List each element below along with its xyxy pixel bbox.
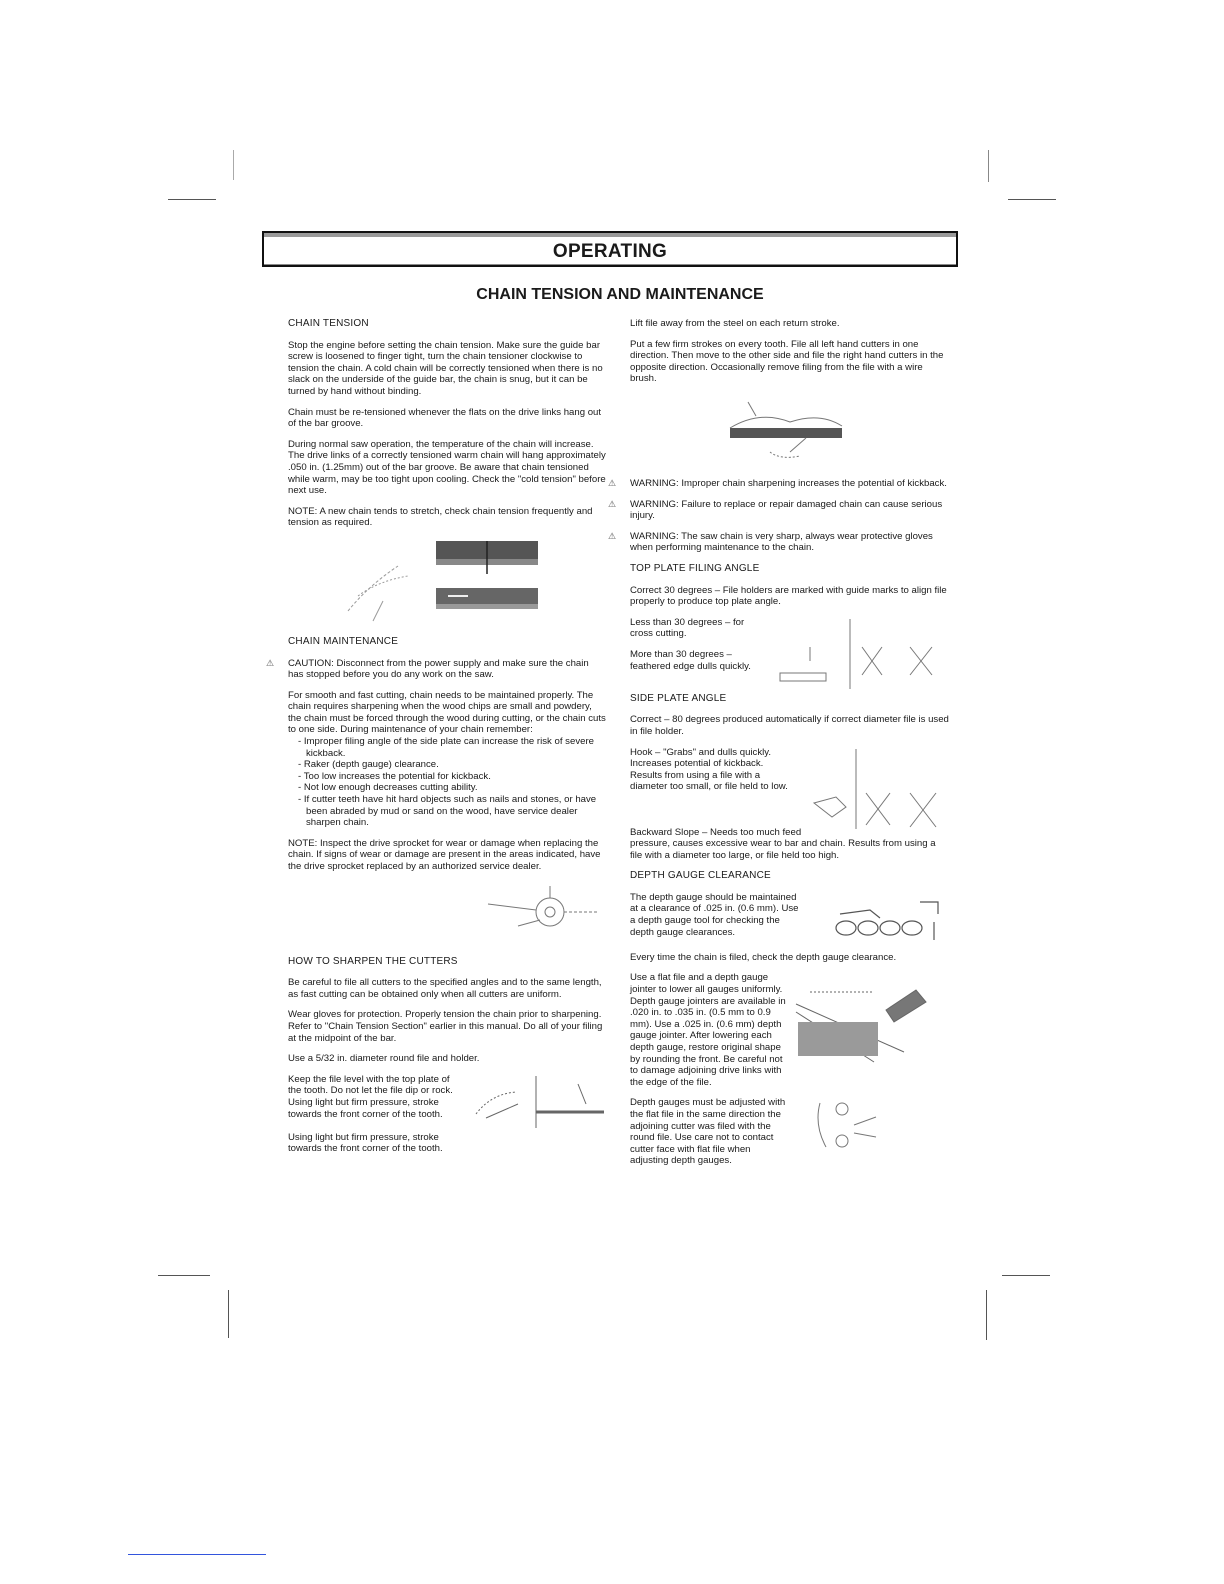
side-plate-figure xyxy=(810,747,950,831)
section-title: OPERATING xyxy=(552,241,668,262)
warning-note xyxy=(608,498,950,522)
paragraph: Use a 5/32 in. diameter round file and holder. xyxy=(288,1053,480,1065)
note: NOTE: A new chain tends to stretch, check chain tension frequently and tension as required. xyxy=(288,505,593,529)
paragraph: For smooth and fast cutting, chain needs to be maintained properly. The chain requires sharpening when the wood chips are small and powdery, the chain must be forced through the wood during cutting, or the chain cuts to one side. During maintenance of your chain remember: xyxy=(288,689,606,736)
crop-mark xyxy=(233,150,234,180)
right-column xyxy=(608,318,950,1167)
warning-note xyxy=(608,530,950,554)
paragraph: During normal saw operation, the temperature of the chain will increase. The drive links of a correctly tensioned warm chain will hang approximately .050 in. (1.25mm) out of the bar groove. Be aware that chain tensioned while warm, may be too tight upon cooling. Check the "cold tension" before next use. xyxy=(288,438,606,497)
crop-mark xyxy=(168,199,216,200)
warning-text: WARNING: Improper chain sharpening increases the potential of kickback. xyxy=(630,477,947,489)
paragraph: Use a flat file and a depth gauge jointer to lower all gauges uniformly. Depth gauge jointers are available in .020 in. to .035 in. (0.5 mm to 0.9 mm). Use a .025 in. (0.6 mm) depth gauge jointer. After lowering each depth gauge, restore original shape by rounding the front. Be careful not to damage adjoining drive links with the edge of the file. xyxy=(630,972,786,1088)
warning-triangle-icon: ⚠ xyxy=(266,657,275,668)
crop-mark xyxy=(986,1290,987,1340)
paragraph: Less than 30 degrees – for cross cutting. xyxy=(630,616,745,640)
paragraph: Stop the engine before setting the chain tension. Make sure the guide bar screw is loosened to finger tight, turn the chain tensioner clockwise to tension the chain. A cold chain will be correctly tensioned when there is no slack on the underside of the guide bar, the chain is snug, but it can be turned by hand without binding. xyxy=(288,339,603,397)
list-item: - Raker (depth gauge) clearance. xyxy=(298,759,606,771)
paragraph: Backward Slope – Needs too much feed pressure, causes excessive wear to bar and chain. Results from using a file with a diameter too large, or file held too high. xyxy=(630,826,936,861)
warning-triangle-icon: ⚠ xyxy=(608,498,617,509)
chain-tension-figure xyxy=(288,536,606,628)
chain-tension-heading: CHAIN TENSION xyxy=(288,318,369,329)
depth-gauge-heading: DEPTH GAUGE CLEARANCE xyxy=(630,870,771,882)
depth-adjust-figure xyxy=(790,1097,950,1157)
list-item: - Not low enough decreases cutting ability. xyxy=(298,782,606,794)
paragraph: More than 30 degrees – feathered edge dulls quickly. xyxy=(630,648,751,672)
paragraph: Chain must be re-tensioned whenever the flats on the drive links hang out of the bar groove. xyxy=(288,406,602,430)
warning-note xyxy=(608,477,950,490)
paragraph: Be careful to file all cutters to the specified angles and to the same length, as fast cutting can be obtained only when all cutters are uniform. xyxy=(288,977,602,1000)
filing-block xyxy=(288,1074,606,1132)
paragraph: Hook – "Grabs" and dulls quickly. Increases potential of kickback. Results from using a file with a diameter too small, or file held to low. xyxy=(630,746,788,793)
file-stroke-figure xyxy=(630,394,950,470)
crop-mark xyxy=(1002,1275,1050,1276)
warning-triangle-icon: ⚠ xyxy=(608,477,617,488)
paragraph: Using light but firm pressure, stroke towards the front corner of the tooth. xyxy=(288,1131,443,1155)
warning-text: WARNING: Failure to replace or repair damaged chain can cause serious injury. xyxy=(630,498,943,522)
caution-note xyxy=(266,657,606,681)
paragraph: Wear gloves for protection. Properly tension the chain prior to sharpening. Refer to "Chain Tension Section" earlier in this manual. Do all of your filing at the midpoint of the bar. xyxy=(288,1009,603,1044)
list-item: - Improper filing angle of the side plate can increase the risk of severe kickback. xyxy=(298,736,606,759)
paragraph: The depth gauge should be maintained at a clearance of .025 in. (0.6 mm). Use a depth gauge tool for checking the depth gauge clearances. xyxy=(630,891,799,938)
filing-figure xyxy=(466,1074,606,1132)
paragraph: Lift file away from the steel on each return stroke. xyxy=(630,318,840,329)
note: NOTE: Inspect the drive sprocket for wear or damage when replacing the chain. If signs of wear or damage are present in the areas indicated, have the drive sprocket replaced by an authorized service dealer. xyxy=(288,837,601,872)
caution-text: CAUTION: Disconnect from the power supply and make sure the chain has stopped before you do any work on the saw. xyxy=(288,657,589,681)
jointer-figure xyxy=(794,982,950,1066)
depth-adjust-block xyxy=(630,1097,950,1167)
side-plate-heading: SIDE PLATE ANGLE xyxy=(630,692,727,704)
chain-maintenance-heading: CHAIN MAINTENANCE xyxy=(288,635,399,647)
paragraph: Put a few firm strokes on every tooth. File all left hand cutters in one direction. Then move to the other side and file the right hand cutters in the opposite direction. Occasionally remove filing from the file with a wire brush. xyxy=(630,338,944,385)
sprocket-figure xyxy=(288,882,606,948)
section-banner xyxy=(262,231,958,267)
page-subtitle: CHAIN TENSION AND MAINTENANCE xyxy=(476,286,764,303)
top-plate-figure xyxy=(770,617,950,693)
paragraph: Correct – 80 degrees produced automatically if correct diameter file is used in file holder. xyxy=(630,714,949,737)
crop-mark xyxy=(228,1290,229,1338)
paragraph: Every time the chain is filed, check the depth gauge clearance. xyxy=(630,951,897,963)
top-plate-block xyxy=(630,617,950,693)
list-item: - Too low increases the potential for kickback. xyxy=(298,771,606,783)
warning-triangle-icon: ⚠ xyxy=(608,530,617,541)
crop-mark xyxy=(1008,199,1056,200)
paragraph: Depth gauges must be adjusted with the flat file in the same direction the adjoining cutter was filed with the round file. Use care not to contact cutter face with flat file when adjusting depth gauges. xyxy=(630,1097,786,1167)
crop-mark xyxy=(988,150,989,182)
side-plate-block xyxy=(630,747,950,831)
depth-gauge-figure xyxy=(810,892,950,952)
paragraph: Keep the file level with the top plate of the tooth. Do not let the file dip or rock. Using light but firm pressure, stroke towards the front corner of the tooth. xyxy=(288,1073,453,1120)
maintenance-list xyxy=(288,736,606,829)
top-plate-heading: TOP PLATE FILING ANGLE xyxy=(630,562,760,574)
crop-mark xyxy=(158,1275,210,1276)
blue-underline xyxy=(128,1554,266,1555)
sharpen-heading: HOW TO SHARPEN THE CUTTERS xyxy=(288,955,458,967)
warning-text: WARNING: The saw chain is very sharp, always wear protective gloves when performing maintenance to the chain. xyxy=(630,530,933,554)
depth-gauge-block xyxy=(630,892,950,952)
paragraph: Correct 30 degrees – File holders are marked with guide marks to align file properly to produce top plate angle. xyxy=(630,584,947,608)
left-column xyxy=(266,318,606,1164)
jointer-block xyxy=(630,972,950,1097)
list-item: - If cutter teeth have hit hard objects such as nails and stones, or have been abraded by mud or sand on the wood, have service dealer sharpen chain. xyxy=(298,794,606,829)
